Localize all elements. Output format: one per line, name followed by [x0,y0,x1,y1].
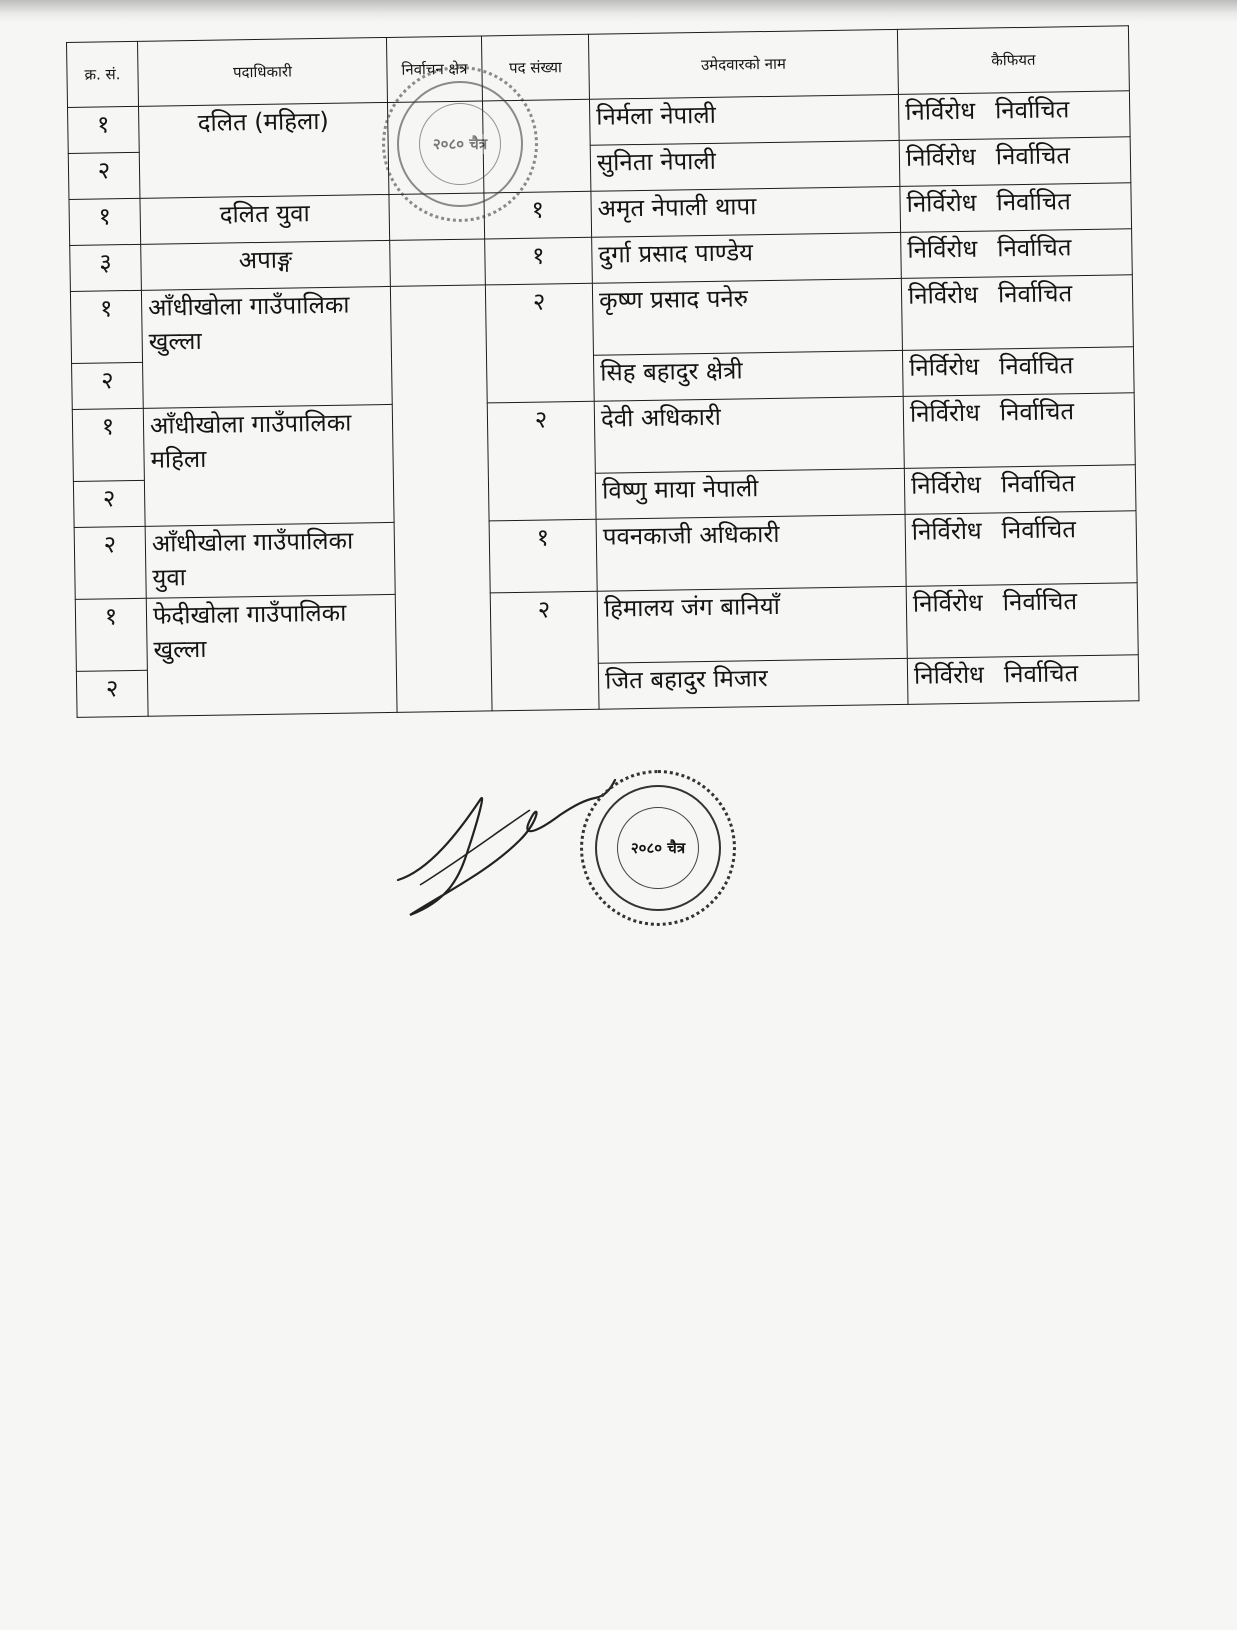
header-post: पदाधिकारी [137,37,387,106]
remark-word2: निर्वाचित [997,233,1072,263]
cell-post: आँधीखोला गाउँपालिका युवा [145,522,395,598]
remark-word1: निर्विरोध [911,516,982,546]
remark-word1: निर्विरोध [907,234,978,264]
cell-sn: ३ [70,244,142,291]
cell-post: फेदीखोला गाउँपालिका खुल्ला [146,594,397,716]
cell-remark [905,511,1137,587]
seal-year: २०८० चैत्र [432,135,488,153]
cell-name: अमृत नेपाली थापा [591,186,901,237]
official-seal-icon [382,66,538,222]
cell-count: १ [489,519,597,593]
remark-word2: निर्वाचित [1002,587,1078,617]
cell-remark [898,91,1130,141]
remark-word2: निर्वाचित [996,187,1071,217]
candidate-table [66,25,1139,718]
remark-word2: निर्वाचित [994,95,1070,125]
remark-word1: निर्विरोध [907,280,979,310]
cell-post: अपाङ्ग [141,240,391,290]
cell-remark [901,229,1133,279]
remark-word1: निर्विरोध [913,660,985,690]
cell-remark [901,275,1133,351]
cell-count: २ [487,401,596,521]
remark-word2: निर्वाचित [995,141,1071,171]
remark-word2: निर्वाचित [998,351,1074,381]
remark-word2: निर्वाचित [999,397,1075,427]
cell-sn: १ [72,408,144,481]
header-count: पद संख्या [481,34,589,101]
remark-word2: निर्वाचित [1003,659,1079,689]
remark-word1: निर्विरोध [912,588,984,618]
remark-word1: निर्विरोध [909,352,980,382]
remark-word1: निर्विरोध [904,96,976,126]
cell-name: दुर्गा प्रसाद पाण्डेय [592,232,902,283]
cell-remark [903,393,1135,469]
cell-post: आँधीखोला गाउँपालिका महिला [143,404,394,526]
cell-sn: २ [72,362,144,409]
cell-name: निर्मला नेपाली [589,94,899,145]
cell-name: सिह बहादुर क्षेत्री [593,350,903,401]
cell-count: १ [485,237,593,285]
cell-name: सुनिता नेपाली [590,140,900,191]
cell-name: देवी अधिकारी [594,396,904,473]
header-area: निर्वाचन क्षेत्र [386,36,482,102]
cell-sn: १ [68,106,140,153]
cell-sn: १ [69,198,141,245]
cell-remark [904,465,1136,515]
header-name: उमेदवारको नाम [588,29,898,99]
cell-post: दलित (महिला) [139,102,389,198]
header-sn: क्र. सं. [67,41,139,107]
remark-word2: निर्वाचित [997,279,1073,309]
cell-remark [907,655,1139,705]
cell-count: १ [484,191,592,239]
candidate-sheet [66,25,1139,718]
cell-name: जित बहादुर मिजार [598,658,908,709]
cell-area [390,285,492,712]
header-remark: कैफियत [897,26,1129,95]
seal-year: २०८० चैत्र [630,839,686,857]
cell-post: दलित युवा [140,194,390,244]
scan-top-edge [0,0,1237,22]
cell-name: विष्णु माया नेपाली [595,468,905,519]
remark-word1: निर्विरोध [906,188,977,218]
cell-sn: २ [76,670,148,717]
cell-name: पवनकाजी अधिकारी [596,514,906,591]
official-seal-icon [580,770,736,926]
cell-remark [906,583,1138,659]
cell-sn: २ [73,480,145,527]
cell-sn: १ [70,290,142,363]
cell-remark [900,183,1132,233]
remark-word1: निर्विरोध [910,470,982,500]
cell-sn: १ [75,598,147,671]
remark-word2: निर्वाचित [1000,469,1076,499]
cell-post: आँधीखोला गाउँपालिका खुल्ला [141,286,392,408]
cell-remark [902,347,1134,397]
cell-name: कृष्ण प्रसाद पनेरु [592,278,902,355]
cell-sn: २ [68,152,140,199]
cell-remark [899,137,1131,187]
remark-word2: निर्वाचित [1001,515,1077,545]
cell-count: २ [485,283,594,403]
remark-word1: निर्विरोध [905,142,977,172]
cell-sn: २ [74,526,146,599]
cell-count: २ [490,591,599,711]
remark-word1: निर्विरोध [909,398,981,428]
cell-name: हिमालय जंग बानियाँ [597,586,907,663]
cell-area [390,239,486,286]
